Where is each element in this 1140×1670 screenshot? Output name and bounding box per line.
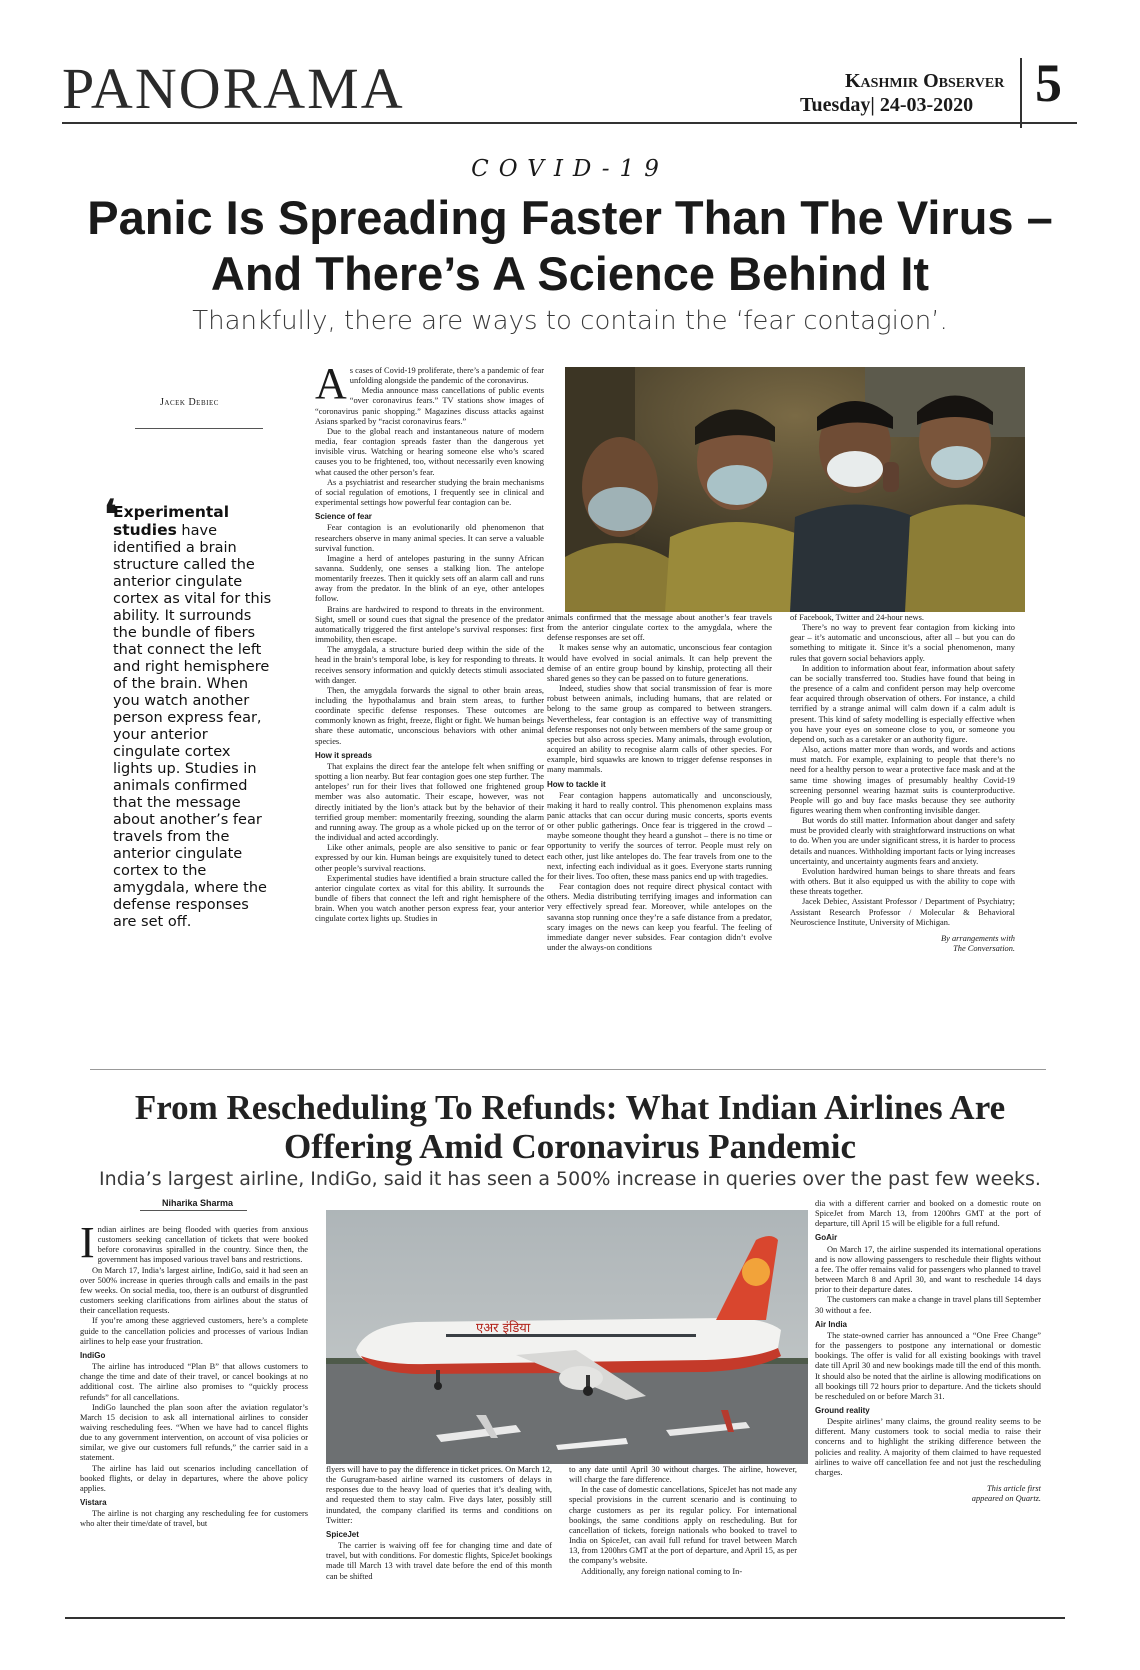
article1-headline: Panic Is Spreading Faster Than The Virus – And There’s A Science Behind It <box>87 191 1053 300</box>
article2-column-4 <box>815 1199 1041 1504</box>
paragraph: The carrier is waiving off fee for changing time and date of travel, but with conditions. For domestic flights, SpiceJet bookings made till March 13 with travel date before the end of this month can be shifted <box>326 1541 552 1581</box>
byline-rule <box>140 1210 247 1211</box>
article-credit: This article first appeared on Quartz. <box>971 1484 1041 1504</box>
paragraph: It makes sense why an automatic, unconscious fear contagion would have evolved in social animals. It can help prevent the demise of an entire group bound by kinship, protecting all their shared genes so they can be passed on to future generations. <box>547 643 772 683</box>
paragraph: Brains are hardwired to respond to threats in the environment. Sight, smell or sound cues that signal the presence of the predator automatically triggered the first antelope’s survival responses: first immobility, then escape. <box>315 604 544 645</box>
article1-byline: Jacek Debiec <box>160 397 219 408</box>
paragraph: That explains the direct fear the antelope felt when sniffing or spotting a lion nearby. But fear contagion goes one step further. The antelopes’ run for their lives that followed one frightened group member was also automatic. Their escape, however, was not directly initiated by the lion’s attack but by the behavior of their terrified group member: momentarily freezing, sounding the alarm and running away. The group as a whole picked up on the terror of the individual and acted accordingly. <box>315 761 544 843</box>
paragraph: On March 17, India’s largest airline, IndiGo, said it had seen an over 500% increase in queries through calls and emails in the past few weeks. On social media, too, there is an outburst of disgruntled customers seeking clarifications from airlines about the status of their cancellation requests. <box>80 1265 308 1316</box>
paragraph: ndian airlines are being flooded with queries from anxious customers seeking cancellation of tickets that were booked before coronavirus spiralled in the country. Since then, the government has imposed various travel bans and restrictions. <box>97 1225 308 1265</box>
article1-column-1 <box>315 359 544 924</box>
air-india-plane-illustration <box>326 1210 808 1464</box>
article1-dek: Thankfully, there are ways to contain the ‘fear contagion’. <box>192 306 948 336</box>
article1-kicker: COVID-19 <box>471 156 669 182</box>
article2-column-2 <box>326 1465 552 1582</box>
section-title: PANORAMA <box>62 56 405 121</box>
paragraph: Fear contagion happens automatically and unconsciously, making it hard to really control. This phenomenon explains mass panic attacks that can occur during music concerts, sports events or other public gatherings. Once fear is triggered in the crowd – maybe someone thought they heard a gunshot – there is no time or opportunity to verify the sources of terror. People must rely on each other, just like antelopes do. The fear travels from one to the next, infecting each individual as it goes. Everyone starts running for their lives. Too often, these mass panics end up with tragedies. <box>547 790 772 881</box>
paragraph: Then, the amygdala forwards the signal to other brain areas, including the hypothalamus and brain stem areas, to further coordinate specific defense responses. These outcomes are commonly known as fright, freeze, flight or fight. We human beings share these automatic, unconscious behaviors with other animal species. <box>315 685 544 746</box>
subheading: Ground reality <box>815 1405 870 1415</box>
paragraph: Despite airlines’ many claims, the ground reality seems to be different. Many customers took to social media to raise their concerns and to highlight the striking difference between the policies and reality. A majority of them claimed to have requested airlines to waive off cancellation fee and not just the rescheduling charges. <box>815 1417 1041 1477</box>
paragraph: Fear contagion does not require direct physical contact with others. Media distributing terrifying images and information can very effectively spread fear. Moreover, while antelopes on the savanna stop running once they’re a safe distance from a predator, scary images on the news can keep you fearful. The feeling of immediate danger never subsides. Fear contagion didn’t evolve under the always-on conditions <box>547 882 772 952</box>
paragraph: Media announce mass cancellations of public events “over coronavirus fears.” TV stations show images of “coronavirus panic shopping.” Magazines discuss attacks against Asians sparked by “racist coronavirus fears.” <box>315 386 544 426</box>
page-number: 5 <box>1035 53 1062 113</box>
paragraph: But words do still matter. Information about danger and safety must be provided clearly with straightforward instructions on what to do. When you are under significant stress, it is harder to process details and nuances. Withholding important facts or lying increases uncertainty, and uncertainty augments fears and anxiety. <box>790 816 1015 866</box>
article1-column-2 <box>547 613 772 953</box>
publication-date: Tuesday| 24-03-2020 <box>800 94 974 116</box>
pull-quote <box>113 504 273 931</box>
paragraph: On March 17, the airline suspended its international operations and is now allowing passengers to reschedule their flights without a fee. The offer remains valid for passengers who planned to travel between March 8 and April 30, and want to reschedule 14 days prior to their departure dates. <box>815 1244 1041 1295</box>
publication-name: Kashmir Observer <box>845 70 1005 92</box>
pull-quote-lead: Experimental studies <box>113 503 230 539</box>
paragraph: Due to the global reach and instantaneous nature of modern media, fear contagion spreads faster than the dangerous yet invisible virus. Watching or hearing someone else who’s scared causes you to be frightened, too, without necessarily even knowing what caused the other person’s fear. <box>315 426 544 477</box>
subheading: GoAir <box>815 1233 838 1243</box>
paragraph: to any date until April 30 without charges. The airline, however, will charge the fare difference. <box>569 1465 797 1485</box>
article2-dek: India’s largest airline, IndiGo, said it has seen a 500% increase in queries over the past few weeks. <box>99 1168 1041 1190</box>
article-credit: By arrangements with The Conversation. <box>941 933 1015 953</box>
paragraph: of Facebook, Twitter and 24-hour news. <box>790 613 924 622</box>
paragraph: There’s no way to prevent fear contagion from kicking into gear – it’s automatic and unconscious, after all – but you can do something to mitigate it. Since it’s a social phenomenon, many rules that govern social behaviors apply. <box>790 623 1015 663</box>
subheading: SpiceJet <box>326 1529 359 1539</box>
paragraph: The airline has laid out scenarios including cancellation of booked flights, or delay in departures, where the above policy applies. <box>80 1463 308 1493</box>
quote-mark-icon: ❛ <box>104 491 117 538</box>
paragraph: Like other animals, people are also sensitive to panic or fear expressed by our kin. Human beings are exquisitely tuned to detect other people’s survival reactions. <box>315 843 544 873</box>
subheading: IndiGo <box>80 1350 106 1360</box>
paragraph: s cases of Covid-19 proliferate, there’s a pandemic of fear unfolding alongside the pandemic of the coronavirus. <box>349 366 544 386</box>
paragraph: The amygdala, a structure buried deep within the side of the head in the brain’s temporal lobe, is key for responding to threats. It receives sensory information and quickly detects stimuli associated with danger. <box>315 645 544 685</box>
paragraph: If you’re among these aggrieved customers, here’s a complete guide to the cancellation policies and processes of various Indian airlines to help ease your frustration. <box>80 1316 308 1346</box>
article2-column-1 <box>80 1218 308 1530</box>
paragraph: flyers will have to pay the difference in ticket prices. On March 12, the Gurugram-based airline warned its customers of delays in responses due to the heavy load of queries that it’s dealing with, and requested them to stay calm. Five days later, possibly still inundated, the company clarified its terms and conditions on Twitter: <box>326 1465 552 1525</box>
article-divider <box>90 1069 1046 1070</box>
article2-byline: Niharika Sharma <box>162 1198 234 1208</box>
paragraph: Fear contagion is an evolutionarily old phenomenon that researchers observe in many animal species. It can serve a valuable survival function. <box>315 523 544 553</box>
subheading: Air India <box>815 1319 848 1329</box>
article2-headline: From Rescheduling To Refunds: What Indian Airlines Are Offering Amid Coronavirus Pandemic <box>134 1088 1006 1166</box>
footer-rule <box>65 1617 1065 1619</box>
paragraph: In addition to information about fear, information about safety can be socially transferred too. Studies have found that being in the presence of a calm and confident person may help overcome fear acquired through observation of others. For instance, a child terrified by a strange animal will calm down if a calm adult is present. This kind of safety modelling is especially effective when you have your eyes on someone close to you, or someone you depend on, such as a caretaker or an authority figure. <box>790 663 1015 744</box>
subheading: How it spreads <box>315 750 372 760</box>
pull-quote-text: have identified a brain structure called the anterior cingulate cortex as vital for this ability. It surrounds the bundle of fibers that connect the left and right hemisphere of the brain. When you watch another person express fear, your anterior cingulate cortex lights up. Studies in animals confirmed that the message about another’s fear travels from the anterior cingulate cortex to the amygdala, where the defense responses are set off. <box>113 523 272 930</box>
paragraph: animals confirmed that the message about another’s fear travels from the anterior cingulate cortex to the amygdala, where the defense responses are set off. <box>547 613 772 643</box>
article2-column-3 <box>569 1465 797 1577</box>
paragraph: Imagine a herd of antelopes pasturing in the sunny African savanna. Suddenly, one senses a stalking lion. The antelope momentarily freezes. Then it quickly sets off an alarm call and runs away from the predator. In the blink of an eye, other antelopes follow. <box>315 553 544 604</box>
article1-column-3 <box>790 613 1015 954</box>
plane-livery-text: एअर इंडिया <box>476 1321 531 1336</box>
paragraph: The state-owned carrier has announced a “One Free Change” for the passengers to postpone any international or domestic bookings. The offer is valid for all existing bookings with travel date till April 30 and new bookings made till the end of this month. It should also be noted that the airline is allowing modifications on all bookings till 72 hours prior to departure. And the tickets should be rescheduled on or before March 31. <box>815 1330 1041 1401</box>
paragraph: As a psychiatrist and researcher studying the brain mechanisms of social regulation of emotions, I frequently see in clinical and experimental settings how powerful fear contagion can be. <box>315 477 544 508</box>
paragraph: Also, actions matter more than words, and words and actions must match. For example, explaining to people that there’s no need for a healthy person to wear a protective face mask and at the same time showing images of presumably healthy Covid-19 screening personnel wearing hazmat suits is counterproductive. People will go and buy face masks because they see authority figures wearing them when confronting invisible danger. <box>790 745 1015 815</box>
paragraph: The customers can make a change in travel plans till September 30 without a fee. <box>815 1295 1041 1315</box>
drop-cap: A <box>315 359 347 408</box>
subheading: How to tackle it <box>547 779 606 789</box>
masked-men-photo <box>565 367 1025 612</box>
paragraph: IndiGo launched the plan soon after the aviation regulator’s March 15 decision to ask all international airlines to consider waiving rescheduling fees. “When we have had to cancel flights due to any government intervention, on account of visa policies or similar, we give our customers full refunds,” the carrier said in a statement. <box>80 1402 308 1463</box>
paragraph: dia with a different carrier and booked on a domestic route on SpiceJet from March 13, from 1200hrs GMT at the port of departure, till April 15 will be eligible for a full refund. <box>815 1199 1041 1229</box>
paragraph: The airline has introduced “Plan B” that allows customers to change the time and date of their travel, or cancel bookings at no additional cost. The airline also promises to “quickly process refunds” for all cancellations. <box>80 1362 308 1402</box>
byline-rule <box>135 428 263 429</box>
masked-men-illustration <box>565 367 1025 612</box>
paragraph: Jacek Debiec, Assistant Professor / Department of Psychiatry; Assistant Research Professor / Molecular & Behavioral Neuroscience Institute, University of Michigan. <box>790 897 1015 927</box>
drop-cap: I <box>80 1218 95 1267</box>
masthead-rule <box>62 122 1077 124</box>
subheading: Vistara <box>80 1498 107 1508</box>
masthead-divider <box>1020 58 1022 128</box>
paragraph: The airline is not charging any rescheduling fee for customers who alter their time/date of travel, but <box>80 1509 308 1529</box>
paragraph: Indeed, studies show that social transmission of fear is more robust between animals, including humans, that are related or belong to the same group as compared to between strangers. Nevertheless, fear contagion is an effective way of transmitting defense responses not only between members of the same group or species but also across species. Many animals, through evolution, acquired an ability to recognise alarm calls of other species. For example, bird squawks are known to trigger defense responses in many mammals. <box>547 684 772 775</box>
paragraph: Additionally, any foreign national coming to In- <box>581 1566 743 1576</box>
subheading: Science of fear <box>315 512 372 522</box>
air-india-plane-photo <box>326 1210 808 1464</box>
paragraph: Evolution hardwired human beings to share threats and fears with others. But it also equipped us with the ability to cope with these threats together. <box>790 866 1015 897</box>
paragraph: Experimental studies have identified a brain structure called the anterior cingulate cortex as vital for this ability. It surrounds the bundle of fibers that connect the left and right hemisphere of the brain. When you watch another person express fear, your anterior cingulate cortex lights up. Studies in <box>315 873 544 924</box>
paragraph: In the case of domestic cancellations, SpiceJet has not made any special provisions in the current scenario and is continuing to charge customers as per its regular policy. For international bookings, the same conditions apply on rescheduling. But for cancellation of tickets, foreign nationals who booked to travel to India on SpiceJet, can avail full refund for travel between March 13, from 1200hrs GMT at the port of departure, and April 15, as per the company’s website. <box>569 1485 797 1566</box>
